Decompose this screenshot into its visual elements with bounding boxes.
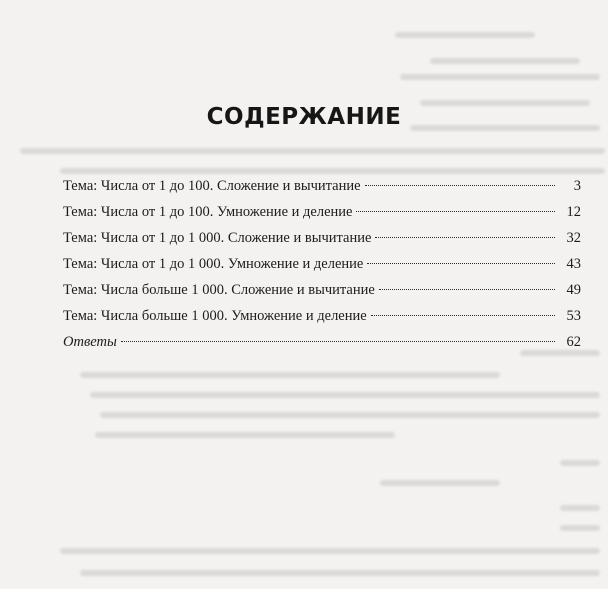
toc-entry-page: 32 xyxy=(566,230,581,246)
toc-entry-page: 12 xyxy=(566,204,581,220)
leader-dots xyxy=(367,263,555,264)
leader-dots xyxy=(371,315,555,316)
toc-entry[interactable] xyxy=(63,178,581,200)
toc-entry-page: 49 xyxy=(566,282,581,298)
toc-entry[interactable] xyxy=(63,256,581,278)
toc-entry[interactable] xyxy=(63,282,581,304)
leader-dots xyxy=(375,237,555,238)
toc-entry-page: 3 xyxy=(573,178,581,194)
toc-entry-page: 43 xyxy=(566,256,581,272)
toc-entry-label: Ответы xyxy=(63,334,117,350)
toc-entry-page: 53 xyxy=(566,308,581,324)
toc-entry-page: 62 xyxy=(566,334,581,350)
toc-entry-label: Тема: Числа от 1 до 100. Умножение и деление xyxy=(63,204,353,220)
toc-entry-label: Тема: Числа больше 1 000. Сложение и вычитание xyxy=(63,282,375,298)
toc-entry-label: Тема: Числа от 1 до 100. Сложение и вычитание xyxy=(63,178,361,194)
toc-entry-label: Тема: Числа от 1 до 1 000. Умножение и деление xyxy=(63,256,364,272)
leader-dots xyxy=(356,211,555,212)
toc-entry[interactable] xyxy=(63,204,581,226)
leader-dots xyxy=(365,185,555,186)
leader-dots xyxy=(121,341,555,342)
page-title: СОДЕРЖАНИЕ xyxy=(206,104,402,130)
toc-entry-answers[interactable] xyxy=(63,334,581,356)
toc-entry[interactable] xyxy=(63,230,581,252)
leader-dots xyxy=(379,289,555,290)
toc-entry-label: Тема: Числа от 1 до 1 000. Сложение и вычитание xyxy=(63,230,372,246)
toc-entry-label: Тема: Числа больше 1 000. Умножение и деление xyxy=(63,308,367,324)
toc-entry[interactable] xyxy=(63,308,581,330)
